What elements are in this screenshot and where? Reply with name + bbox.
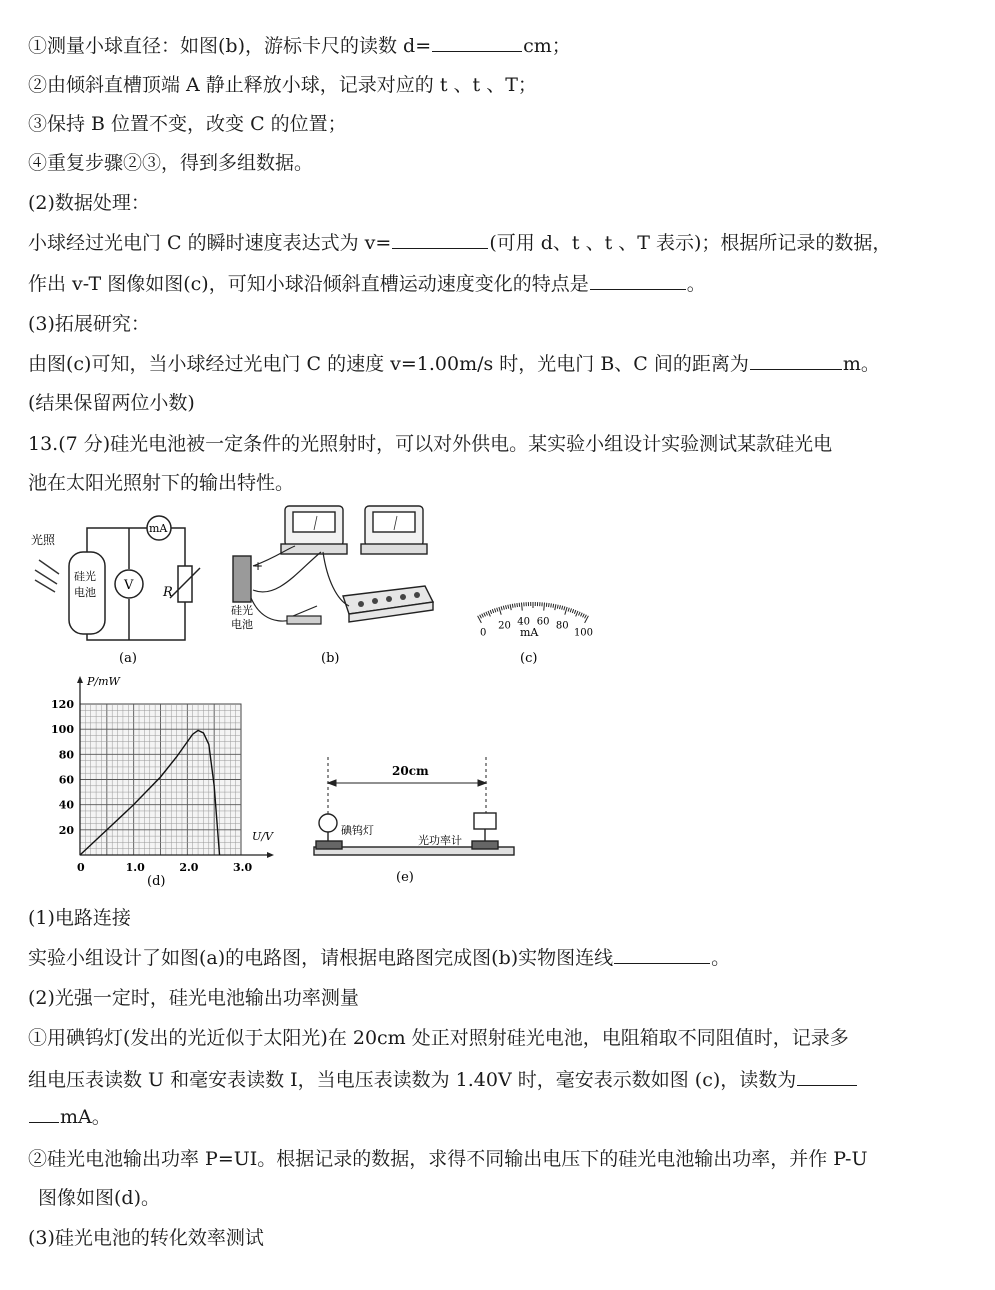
meter-label: 光功率计: [418, 834, 462, 847]
text: ①测量小球直径：如图(b)，游标卡尺的读数 d=: [28, 35, 432, 57]
x-axis-label: U/V: [252, 830, 273, 843]
scale-tick: [555, 604, 556, 610]
text-line: (3)拓展研究：: [28, 313, 150, 335]
scale-tick: [510, 604, 511, 610]
scale-tick: [578, 612, 580, 616]
text: 实验小组设计了如图(a)的电路图，请根据电路图完成图(b)实物图连线: [28, 947, 614, 969]
plus-sign: +: [253, 559, 264, 573]
text: cm；: [523, 35, 571, 57]
y-tick-label: 100: [51, 723, 74, 737]
ammeter-label: mA: [149, 522, 168, 535]
text: 由图(c)可知，当小球经过光电门 C 的速度 v=1.00m/s 时，光电门 B、C 间的距离为: [28, 353, 749, 375]
scale-tick: [559, 605, 560, 609]
caption-c: (c): [520, 651, 538, 666]
text-line: 13.(7 分)硅光电池被一定条件的光照射时，可以对外供电。某实验小组设计实验测试某款硅光电: [28, 433, 833, 455]
y-tick-label: 60: [58, 773, 74, 787]
answer-blank: [797, 1067, 857, 1086]
caption-b: (b): [321, 651, 340, 666]
scale-tick: [515, 603, 516, 607]
wires: [251, 546, 349, 621]
scale-label: 20: [498, 620, 511, 632]
lamp-label: 碘钨灯: [341, 824, 374, 837]
text-line: ①用碘钨灯(发出的光近似于太阳光)在 20cm 处正对照射硅光电池，电阻箱取不同阻值时，记录多: [28, 1027, 849, 1049]
meters: [281, 506, 427, 554]
scale-tick: [583, 614, 585, 618]
scale-tick: [508, 605, 509, 609]
scale-tick: [486, 612, 488, 616]
answer-blank: [614, 945, 710, 964]
milliammeter-scale-c: [448, 570, 618, 672]
answer-blank: [590, 271, 686, 290]
answer-blank: [392, 230, 488, 249]
voltmeter-label: V: [124, 578, 134, 593]
switch: [287, 606, 321, 624]
scale-label: 40: [517, 616, 530, 628]
text-line: 池在太阳光照射下的输出特性。: [28, 472, 295, 494]
silicon-cell: [233, 556, 251, 602]
x-tick-label: 3.0: [233, 861, 253, 874]
text: 作出 v-T 图像如图(c)，可知小球沿倾斜直槽运动速度变化的特点是: [28, 273, 589, 295]
scale-tick: [585, 615, 587, 619]
resistance-box: [343, 586, 433, 622]
text: m。: [842, 353, 880, 375]
scale-tick: [501, 606, 502, 610]
scale-tick: [490, 610, 491, 614]
power-meter-icon: [474, 813, 496, 841]
scale-tick: [480, 615, 482, 619]
optical-bench: [314, 841, 514, 855]
scale-tick: [517, 603, 518, 607]
text-line: (2)光强一定时，硅光电池输出功率测量: [28, 987, 359, 1009]
scale-label: 100: [573, 627, 594, 639]
scale-tick: [574, 610, 575, 614]
scale-tick: [565, 607, 567, 615]
text: 小球经过光电门 C 的瞬时速度表达式为 v=: [28, 232, 392, 254]
scale-tick: [549, 603, 550, 607]
scale-tick: [564, 606, 565, 610]
cell-label-1: 硅光: [74, 570, 96, 583]
text-line: [28, 1104, 111, 1130]
cell-label-1: 硅光: [231, 604, 253, 617]
text-line: ④重复步骤②③，得到多组数据。: [28, 152, 314, 174]
scale-tick: [581, 613, 583, 617]
x-axis-arrow: [267, 852, 274, 858]
scale-tick: [499, 607, 501, 615]
text-line: (1)电路连接: [28, 907, 131, 929]
text-line: ②由倾斜直槽顶端 A 静止释放小球，记录对应的 t 、t 、T；: [28, 74, 537, 96]
text: 组电压表读数 U 和毫安表读数 I，当电压表读数为 1.40V 时，毫安表示数如图 (c)，读数为: [28, 1069, 797, 1091]
scale-tick: [551, 603, 552, 607]
y-tick-label: 80: [58, 748, 74, 762]
text-line: (2)数据处理：: [28, 192, 150, 214]
scale-tick: [521, 603, 522, 611]
text-line: [28, 1067, 858, 1093]
cell-label-2: 电池: [74, 586, 96, 599]
scale-tick: [482, 614, 484, 618]
scale-tick: [503, 606, 504, 610]
answer-blank: [750, 351, 842, 370]
y-tick-label: 120: [51, 698, 74, 711]
text-line: ②硅光电池输出功率 P=UI。根据记录的数据，求得不同输出电压下的硅光电池输出功率，并作 P-U: [28, 1148, 868, 1170]
text-line: [28, 945, 730, 971]
scale-tick: [576, 611, 578, 617]
resistor-label: R: [163, 585, 173, 600]
scale-tick: [484, 613, 486, 617]
lamp-icon: [319, 814, 337, 841]
text: 。: [686, 273, 706, 295]
scale-tick: [488, 611, 490, 617]
x-tick-label: 2.0: [179, 861, 199, 874]
scale-tick: [495, 608, 496, 612]
y-axis-label: P/mW: [87, 675, 120, 688]
text: mA。: [60, 1106, 111, 1128]
text-line: [28, 33, 571, 59]
text-line: [28, 230, 891, 256]
distance-label: 20cm: [392, 764, 429, 778]
light-label: 光照: [31, 533, 56, 547]
scale-ticks: [478, 602, 589, 623]
text-line: 图像如图(d)。: [38, 1187, 160, 1209]
scale-label: 0: [480, 627, 487, 639]
text-line: [28, 271, 706, 297]
caption-a: (a): [119, 651, 137, 666]
scale-tick: [568, 608, 569, 612]
scale-tick: [562, 606, 563, 610]
text-line: (3)硅光电池的转化效率测试: [28, 1227, 264, 1249]
scale-label: 60: [536, 616, 550, 628]
lamp-setup-e: [310, 755, 522, 887]
scale-tick: [570, 608, 571, 612]
unit-label: mA: [520, 626, 539, 639]
apparatus-photo-b: [225, 500, 435, 672]
circuit-diagram-a: [25, 512, 210, 672]
power-voltage-chart-d: [35, 672, 280, 892]
y-tick-label: 20: [58, 823, 74, 837]
light-rays-icon: [35, 560, 59, 592]
scale-tick: [512, 604, 513, 608]
answer-blank: [29, 1104, 59, 1123]
y-tick-label: 40: [58, 798, 74, 812]
text-line: ③保持 B 位置不变，改变 C 的位置；: [28, 113, 347, 135]
scale-tick: [572, 609, 573, 613]
cell-label-2: 电池: [231, 618, 253, 631]
scale-tick: [506, 605, 507, 609]
y-axis-arrow: [77, 676, 83, 683]
x-tick-label: 0: [77, 861, 85, 874]
text-line: (结果保留两位小数): [28, 392, 195, 414]
scale-tick: [497, 608, 498, 612]
x-tick-label: 1.0: [125, 861, 145, 874]
scale-tick: [557, 605, 558, 609]
caption-d: (d): [147, 874, 166, 889]
scale-tick: [544, 603, 545, 611]
caption-e: (e): [396, 870, 414, 885]
text-line: [28, 351, 880, 377]
text: (可用 d、t 、t 、T 表示)；根据所记录的数据，: [489, 232, 892, 254]
answer-blank: [432, 33, 522, 52]
scale-tick: [492, 609, 493, 613]
scale-label: 80: [555, 620, 569, 632]
scale-tick: [553, 604, 554, 608]
text: 。: [711, 947, 731, 969]
